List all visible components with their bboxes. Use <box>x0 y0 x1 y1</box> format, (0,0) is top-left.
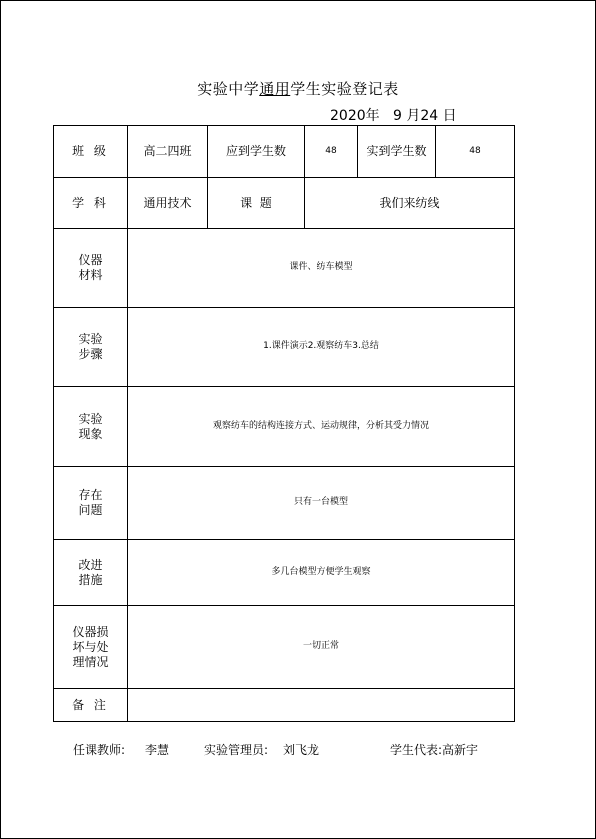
teacher-name: 李慧 <box>145 743 170 757</box>
title-underlined: 通用 <box>259 80 291 98</box>
damage-label <box>54 606 128 689</box>
actual-count-label: 实到学生数 <box>358 126 436 178</box>
row-problems <box>54 467 515 540</box>
teacher-label: 任课教师: <box>73 743 126 757</box>
problems-value: 只有一台模型 <box>128 467 515 540</box>
improvements-label-line2: 措施 <box>78 572 103 587</box>
topic-value: 我们来纺线 <box>305 178 515 229</box>
row-instruments <box>54 229 515 308</box>
steps-value: 1.课件演示2.观察纺车3.总结 <box>128 308 515 387</box>
title-prefix: 实验中学 <box>197 80 260 98</box>
problems-label-line1: 存在 <box>78 488 103 502</box>
steps-label-line1: 实验 <box>78 332 103 346</box>
class-label: 班 级 <box>54 126 128 178</box>
phenomena-value: 观察纺车的结构连接方式、运动规律，分析其受力情况 <box>128 387 515 467</box>
instruments-label-line2: 材料 <box>78 268 103 282</box>
subject-label: 学 科 <box>54 178 128 229</box>
damage-label-line3: 理情况 <box>72 654 109 669</box>
steps-label <box>54 308 128 387</box>
damage-label-line2: 坏与处 <box>72 639 109 654</box>
row-damage <box>54 606 515 689</box>
damage-value: 一切正常 <box>128 606 515 689</box>
phenomena-label-line2: 现象 <box>78 426 103 441</box>
topic-label: 课 题 <box>208 178 305 229</box>
improvements-value: 多几台模型方便学生观察 <box>128 540 515 606</box>
row-remarks <box>54 689 515 722</box>
date-line: 2020年 9 月24 日 <box>330 108 457 124</box>
damage-label-line1: 仪器损 <box>72 624 109 639</box>
instruments-value: 课件、纺车模型 <box>128 229 515 308</box>
row-subject <box>54 178 515 229</box>
manager-name: 刘飞龙 <box>283 743 320 757</box>
form-title <box>0 78 596 99</box>
improvements-label <box>54 540 128 606</box>
row-class <box>54 126 515 178</box>
remarks-label: 备 注 <box>54 689 128 722</box>
row-steps <box>54 308 515 387</box>
title-suffix: 学生实验登记表 <box>290 80 399 98</box>
problems-label <box>54 467 128 540</box>
phenomena-label-line1: 实验 <box>78 411 103 426</box>
problems-label-line2: 问题 <box>78 503 103 517</box>
subject-value: 通用技术 <box>128 178 208 229</box>
student-representative: 学生代表:高新宇 <box>390 743 479 757</box>
steps-label-line2: 步骤 <box>78 347 103 361</box>
remarks-value <box>128 689 515 722</box>
class-value: 高二四班 <box>128 126 208 178</box>
actual-count-value: 48 <box>436 126 515 178</box>
expected-count-label: 应到学生数 <box>208 126 305 178</box>
row-phenomena <box>54 387 515 467</box>
instruments-label-line1: 仪器 <box>78 253 103 267</box>
manager-label: 实验管理员: <box>204 743 269 757</box>
registration-table <box>53 125 515 722</box>
row-improvements <box>54 540 515 606</box>
phenomena-label <box>54 387 128 467</box>
expected-count-value: 48 <box>305 126 358 178</box>
improvements-label-line1: 改进 <box>78 557 103 572</box>
instruments-label <box>54 229 128 308</box>
